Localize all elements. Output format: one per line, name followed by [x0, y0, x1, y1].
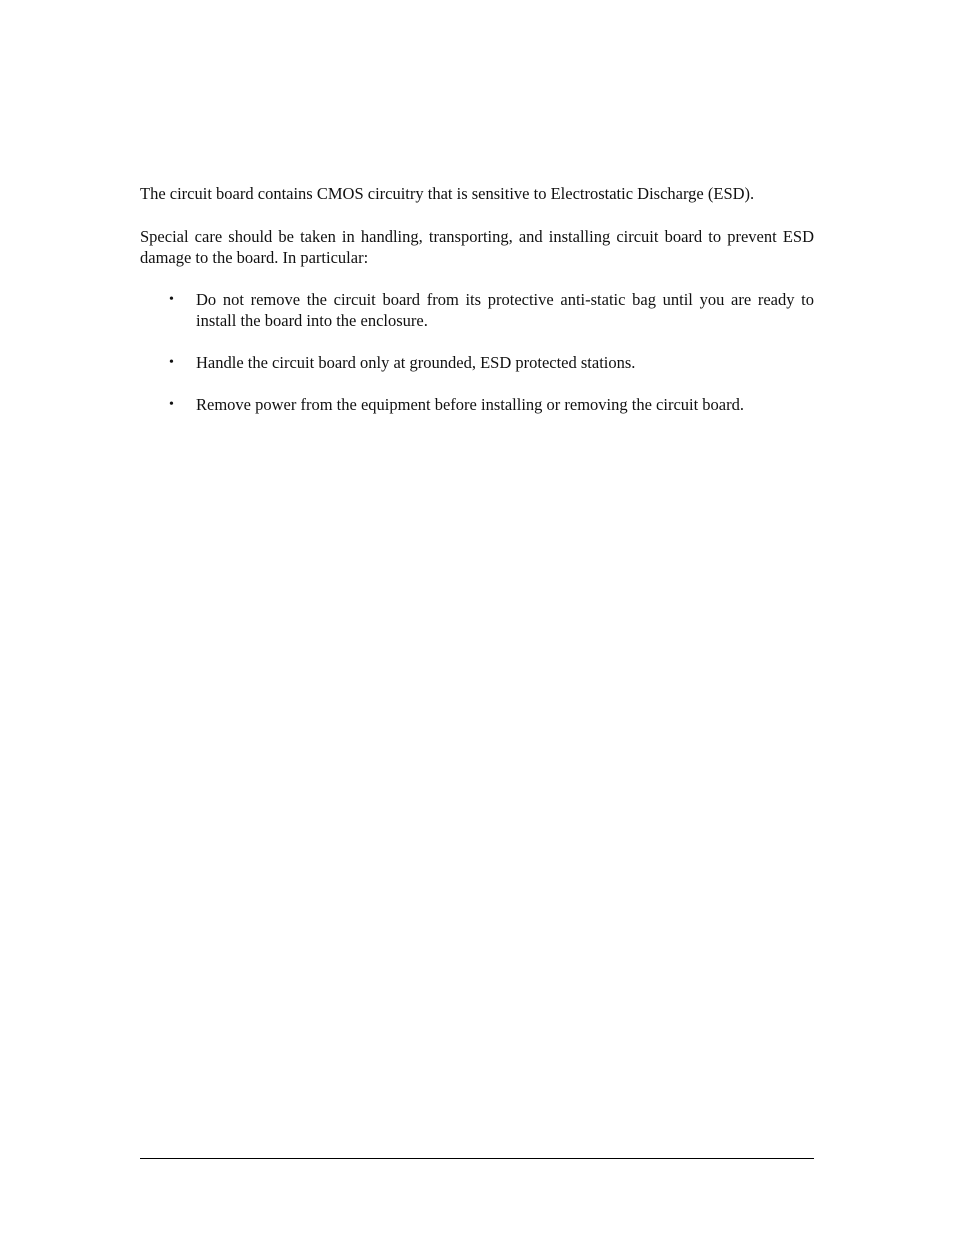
bullet-icon: • — [169, 397, 174, 412]
list-item — [140, 394, 814, 415]
list-item-text: Remove power from the equipment before installing or removing the circuit board. — [196, 395, 745, 414]
bullet-icon: • — [169, 355, 174, 370]
care-paragraph: Special care should be taken in handling, transporting, and installing circuit board to prevent ESD damage to the board. In particular: — [140, 227, 814, 267]
list-item — [140, 289, 814, 331]
list-item-text: Handle the circuit board only at grounded, ESD protected stations. — [196, 353, 636, 372]
precautions-list — [140, 289, 814, 415]
bullet-icon: • — [169, 292, 174, 307]
list-item — [140, 352, 814, 373]
footer-divider — [140, 1158, 814, 1159]
intro-paragraph: The circuit board contains CMOS circuitry that is sensitive to Electrostatic Discharge (ESD). — [140, 184, 755, 203]
list-item-text: Do not remove the circuit board from its protective anti-static bag until you are ready to install the board into the enclosure. — [196, 290, 814, 330]
page-body — [140, 183, 814, 436]
